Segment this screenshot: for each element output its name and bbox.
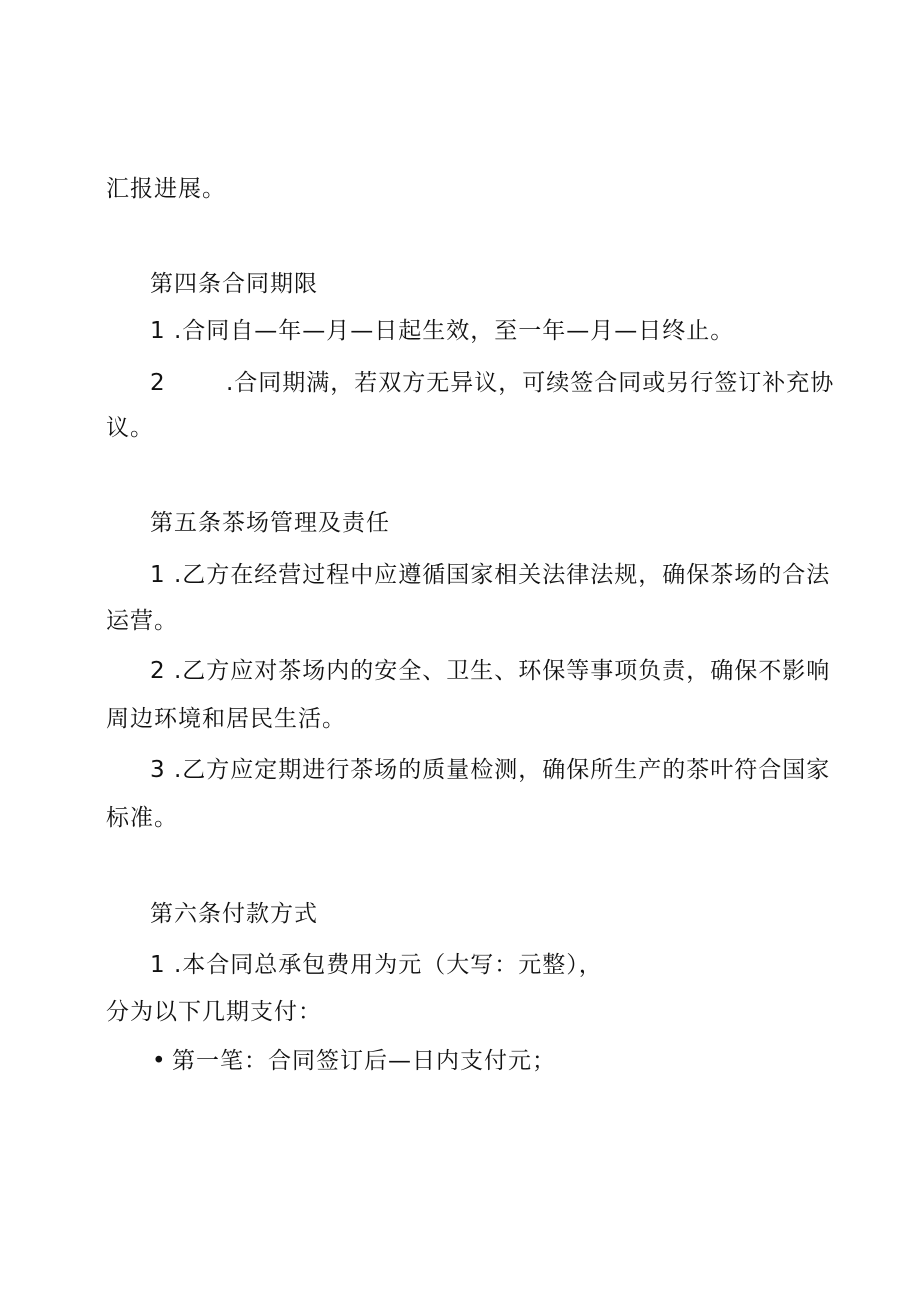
item-text: .本合同总承包费用为元（大写：元整），	[174, 952, 603, 978]
section-5-heading	[150, 508, 390, 538]
item-number: 1	[150, 318, 166, 344]
item-number: 1	[150, 562, 166, 588]
item-text: .乙方应对茶场内的安全、卫生、环保等事项负责，确保不影响	[174, 658, 831, 684]
item-number: 3	[150, 757, 166, 783]
section-title: 第五条茶场管理及责任	[150, 510, 390, 536]
item-text: .乙方应定期进行茶场的质量检测，确保所生产的茶叶符合国家	[174, 757, 831, 783]
item-text: .乙方在经营过程中应遵循国家相关法律法规，确保茶场的合法	[174, 562, 831, 588]
section-6-item-1	[150, 950, 603, 980]
section-title: 第四条合同期限	[150, 271, 318, 297]
section-5-item-2	[150, 656, 830, 686]
section-4-item-2-continuation	[106, 413, 154, 443]
section-5-item-1	[150, 560, 830, 590]
item-text: .合同期满，若双方无异议，可续签合同或另行签订补充协	[226, 370, 835, 396]
item-text: 周边环境和居民生活。	[106, 706, 346, 732]
paragraph-continuation	[106, 174, 226, 204]
item-number: 2	[150, 658, 166, 684]
section-6-heading	[150, 899, 318, 929]
item-text: 标准。	[106, 805, 178, 831]
section-5-item-3-continuation	[106, 803, 178, 833]
section-5-item-2-continuation	[106, 704, 346, 734]
section-title: 第六条付款方式	[150, 901, 318, 927]
section-4-item-2	[150, 368, 834, 398]
item-number: 1	[150, 952, 166, 978]
item-text: .合同自—年—月—日起生效，至一年—月—日终止。	[174, 318, 735, 344]
item-text: 分为以下几期支付：	[106, 999, 322, 1025]
item-text: 运营。	[106, 608, 178, 634]
section-4-item-1	[150, 316, 734, 346]
item-text: 议。	[106, 415, 154, 441]
section-5-item-3	[150, 755, 830, 785]
bullet-icon: •	[152, 1048, 167, 1074]
item-number: 2	[150, 370, 166, 396]
section-6-bullet-1	[152, 1046, 556, 1076]
bullet-text: 第一笔：合同签订后—日内支付元；	[172, 1048, 556, 1074]
paragraph-text: 汇报进展。	[106, 176, 226, 202]
section-6-item-1-continuation	[106, 997, 322, 1027]
section-5-item-1-continuation	[106, 606, 178, 636]
section-4-heading	[150, 269, 318, 299]
